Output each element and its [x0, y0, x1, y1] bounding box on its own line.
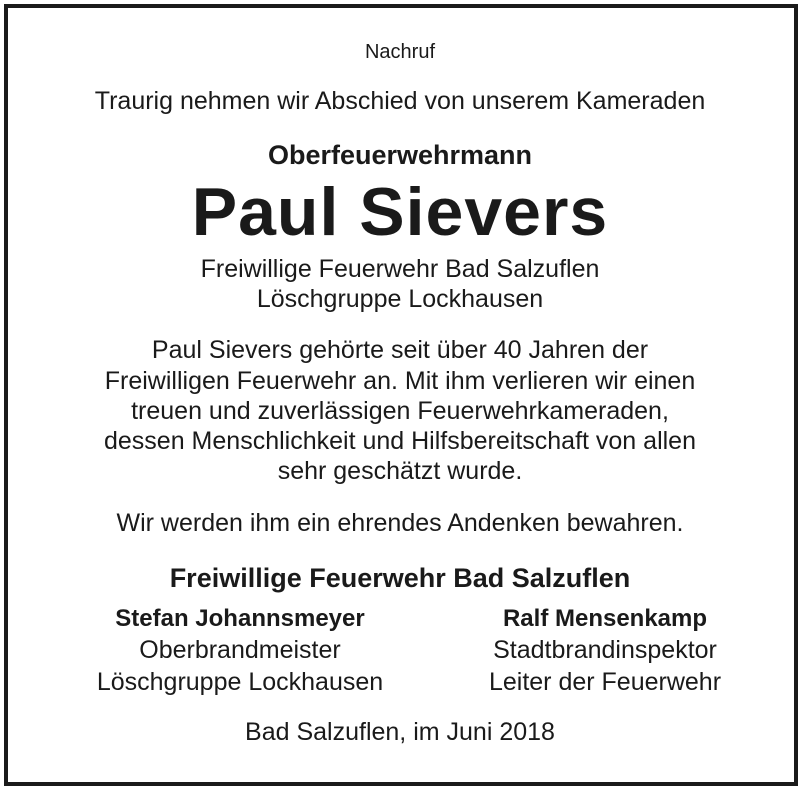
body-line: sehr geschätzt wurde. — [277, 457, 523, 485]
signing-organization: Freiwillige Feuerwehr Bad Salzuflen — [169, 563, 631, 593]
closing-text: Wir werden ihm ein ehrendes Andenken bewahren. — [116, 509, 684, 537]
signatory-block — [40, 603, 440, 698]
body-line: Paul Sievers gehörte seit über 40 Jahren der — [151, 336, 649, 364]
body-line: treuen und zuverlässigen Feuerwehrkameraden, — [131, 397, 669, 425]
signatory-name: Stefan Johannsmeyer — [115, 605, 365, 632]
deceased-name: Paul Sievers — [191, 174, 609, 250]
notice-heading: Nachruf — [364, 41, 436, 63]
signatory-name: Ralf Mensenkamp — [502, 605, 708, 632]
organization-line: Freiwillige Feuerwehr Bad Salzuflen — [200, 255, 600, 283]
signatory-unit: Löschgruppe Lockhausen — [96, 668, 384, 696]
deceased-rank: Oberfeuerwehrmann — [267, 140, 533, 170]
signatory-unit: Leiter der Feuerwehr — [488, 668, 722, 696]
signatory-block — [405, 603, 800, 698]
signatory-role: Oberbrandmeister — [139, 636, 341, 664]
body-line: Freiwilligen Feuerwehr an. Mit ihm verlieren wir einen — [104, 367, 696, 395]
signatory-role: Stadtbrandinspektor — [493, 636, 717, 664]
organization-line: Löschgruppe Lockhausen — [256, 285, 544, 313]
body-line: dessen Menschlichkeit und Hilfsbereitschaft von allen — [104, 427, 696, 455]
intro-text: Traurig nehmen wir Abschied von unserem Kameraden — [94, 87, 706, 115]
place-date: Bad Salzuflen, im Juni 2018 — [245, 718, 555, 746]
